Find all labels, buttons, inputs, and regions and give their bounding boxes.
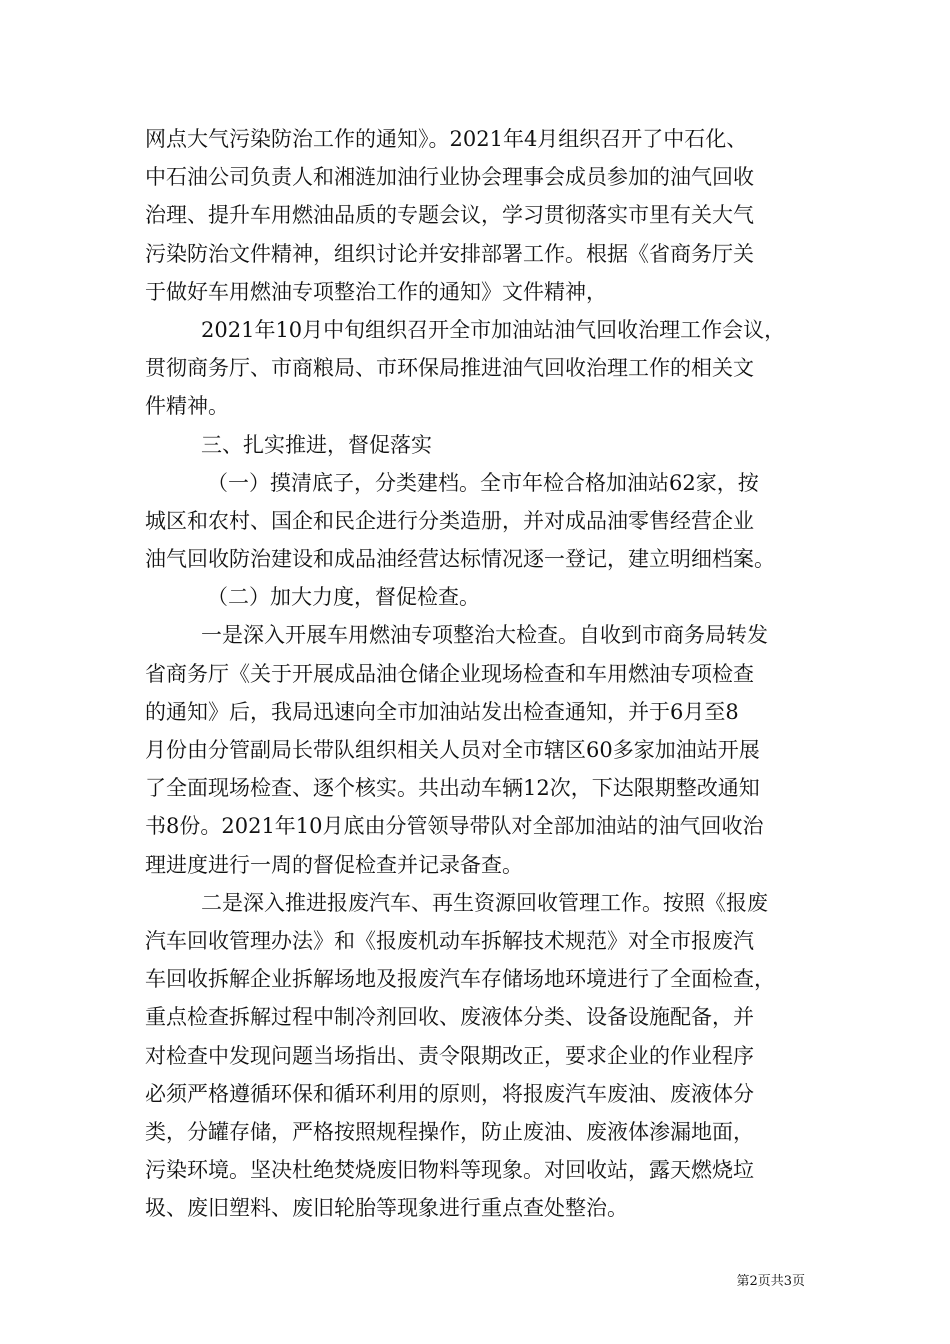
paragraph-start-line: （一）摸清底子，分类建档。全市年检合格加油站62家，按 bbox=[207, 470, 759, 495]
body-line: 月份由分管副局长带队组织相关人员对全市辖区60多家加油站开展 bbox=[145, 738, 760, 762]
body-line: 理进度进行一周的督促检查并记录备查。 bbox=[145, 852, 523, 877]
document-body bbox=[145, 120, 815, 1227]
body-line: 必须严格遵循环保和循环利用的原则，将报废汽车废油、废液体分 bbox=[145, 1081, 754, 1106]
body-line: 油气回收防治建设和成品油经营达标情况逐一登记，建立明细档案。 bbox=[145, 547, 775, 572]
body-line: 对检查中发现问题当场指出、责令限期改正，要求企业的作业程序 bbox=[145, 1043, 754, 1068]
body-line: 书8份。2021年10月底由分管领导带队对全部加油站的油气回收治 bbox=[145, 814, 764, 839]
body-line: 中石油公司负责人和湘涟加油行业协会理事会成员参加的油气回收 bbox=[145, 165, 754, 190]
body-line: 污染防治文件精神，组织讨论并安排部署工作。根据《省商务厅关 bbox=[145, 241, 754, 266]
body-line: 的通知》后，我局迅速向全市加油站发出检查通知，并于6月至8 bbox=[145, 699, 739, 724]
body-line: 类，分罐存储，严格按照规程操作，防止废油、废液体渗漏地面， bbox=[145, 1119, 754, 1144]
section-heading: 三、扎实推进，督促落实 bbox=[201, 432, 432, 457]
body-line: 贯彻商务厅、市商粮局、市环保局推进油气回收治理工作的相关文 bbox=[145, 356, 754, 381]
body-line: 污染环境。坚决杜绝焚烧废旧物料等现象。对回收站，露天燃烧垃 bbox=[145, 1158, 754, 1183]
subsection-heading: （二）加大力度，督促检查。 bbox=[207, 585, 480, 610]
body-line: 省商务厅《关于开展成品油仓储企业现场检查和车用燃油专项检查 bbox=[145, 661, 754, 686]
body-line: 重点检查拆解过程中制冷剂回收、废液体分类、设备设施配备，并 bbox=[145, 1005, 754, 1030]
body-line: 网点大气污染防治工作的通知》。2021年4月组织召开了中石化、 bbox=[145, 127, 748, 151]
body-line: 城区和农村、国企和民企进行分类造册，并对成品油零售经营企业 bbox=[145, 508, 754, 533]
paragraph-start-line: 二是深入推进报废汽车、再生资源回收管理工作。按照《报废 bbox=[201, 890, 768, 915]
page-number: 第2页共3页 bbox=[736, 1274, 805, 1289]
body-line: 圾、废旧塑料、废旧轮胎等现象进行重点查处整治。 bbox=[145, 1196, 628, 1221]
body-line: 车回收拆解企业拆解场地及报废汽车存储场地环境进行了全面检查， bbox=[145, 967, 775, 992]
body-line: 治理、提升车用燃油品质的专题会议，学习贯彻落实市里有关大气 bbox=[145, 203, 754, 228]
paragraph-start-line: 2021年10月中旬组织召开全市加油站油气回收治理工作会议， bbox=[201, 317, 786, 342]
body-line: 了全面现场检查、逐个核实。共出动车辆12次，下达限期整改通知 bbox=[145, 776, 760, 801]
body-line: 于做好车用燃油专项整治工作的通知》文件精神， bbox=[145, 279, 607, 304]
paragraph-start-line: 一是深入开展车用燃油专项整治大检查。自收到市商务局转发 bbox=[201, 623, 768, 648]
body-line: 件精神。 bbox=[145, 394, 229, 419]
body-line: 汽车回收管理办法》和《报废机动车拆解技术规范》对全市报废汽 bbox=[145, 928, 754, 953]
